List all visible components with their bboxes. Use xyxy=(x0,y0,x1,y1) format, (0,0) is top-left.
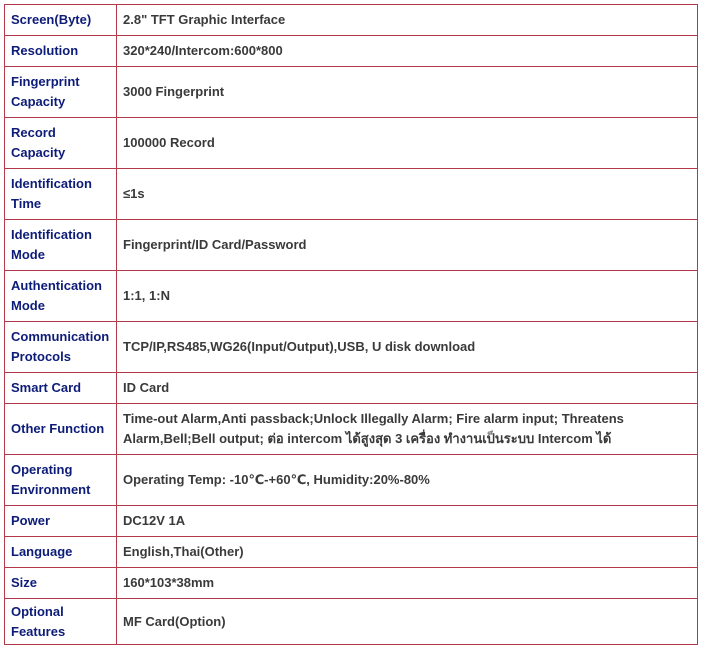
spec-row-authentication-mode xyxy=(5,271,698,322)
spec-value: 320*240/Intercom:600*800 xyxy=(117,36,698,67)
spec-row-operating-environment xyxy=(5,455,698,506)
spec-label: Communication Protocols xyxy=(5,322,117,373)
spec-row-record-capacity xyxy=(5,118,698,169)
spec-value: English,Thai(Other) xyxy=(117,537,698,568)
spec-label: Smart Card xyxy=(5,373,117,404)
spec-value: 160*103*38mm xyxy=(117,568,698,599)
spec-value: 3000 Fingerprint xyxy=(117,67,698,118)
spec-label: Language xyxy=(5,537,117,568)
spec-value: Operating Temp: -10℃-+60℃, Humidity:20%-80% xyxy=(117,455,698,506)
spec-value: Fingerprint/ID Card/Password xyxy=(117,220,698,271)
spec-row-language xyxy=(5,537,698,568)
spec-label: Resolution xyxy=(5,36,117,67)
spec-row-optional-features xyxy=(5,599,698,645)
spec-value: 2.8" TFT Graphic Interface xyxy=(117,5,698,36)
spec-label: Operating Environment xyxy=(5,455,117,506)
spec-label: Authentication Mode xyxy=(5,271,117,322)
spec-label: Size xyxy=(5,568,117,599)
spec-value: 1:1, 1:N xyxy=(117,271,698,322)
spec-label: Record Capacity xyxy=(5,118,117,169)
spec-row-power xyxy=(5,506,698,537)
spec-value: ID Card xyxy=(117,373,698,404)
spec-value: DC12V 1A xyxy=(117,506,698,537)
spec-label: Screen(Byte) xyxy=(5,5,117,36)
spec-row-communication-protocols xyxy=(5,322,698,373)
spec-value: 100000 Record xyxy=(117,118,698,169)
spec-row-identification-time xyxy=(5,169,698,220)
spec-table xyxy=(4,4,698,645)
spec-row-fingerprint-capacity xyxy=(5,67,698,118)
spec-value: Time-out Alarm,Anti passback;Unlock Illegally Alarm; Fire alarm input; Threatens Alarm,Bell;Bell output; ต่อ intercom ได้สูงสุด 3 เครื่อง ทำงานเป็นระบบ Intercom ได้ xyxy=(117,404,698,455)
spec-row-screen xyxy=(5,5,698,36)
spec-label: Power xyxy=(5,506,117,537)
spec-label: Identification Time xyxy=(5,169,117,220)
spec-row-resolution xyxy=(5,36,698,67)
spec-row-other-function xyxy=(5,404,698,455)
spec-row-identification-mode xyxy=(5,220,698,271)
spec-label: Fingerprint Capacity xyxy=(5,67,117,118)
spec-label: Identification Mode xyxy=(5,220,117,271)
spec-value: ≤1s xyxy=(117,169,698,220)
spec-row-smart-card xyxy=(5,373,698,404)
spec-row-size xyxy=(5,568,698,599)
spec-value: TCP/IP,RS485,WG26(Input/Output),USB, U disk download xyxy=(117,322,698,373)
spec-value: MF Card(Option) xyxy=(117,599,698,645)
spec-label: Optional Features xyxy=(5,599,117,645)
spec-label: Other Function xyxy=(5,404,117,455)
